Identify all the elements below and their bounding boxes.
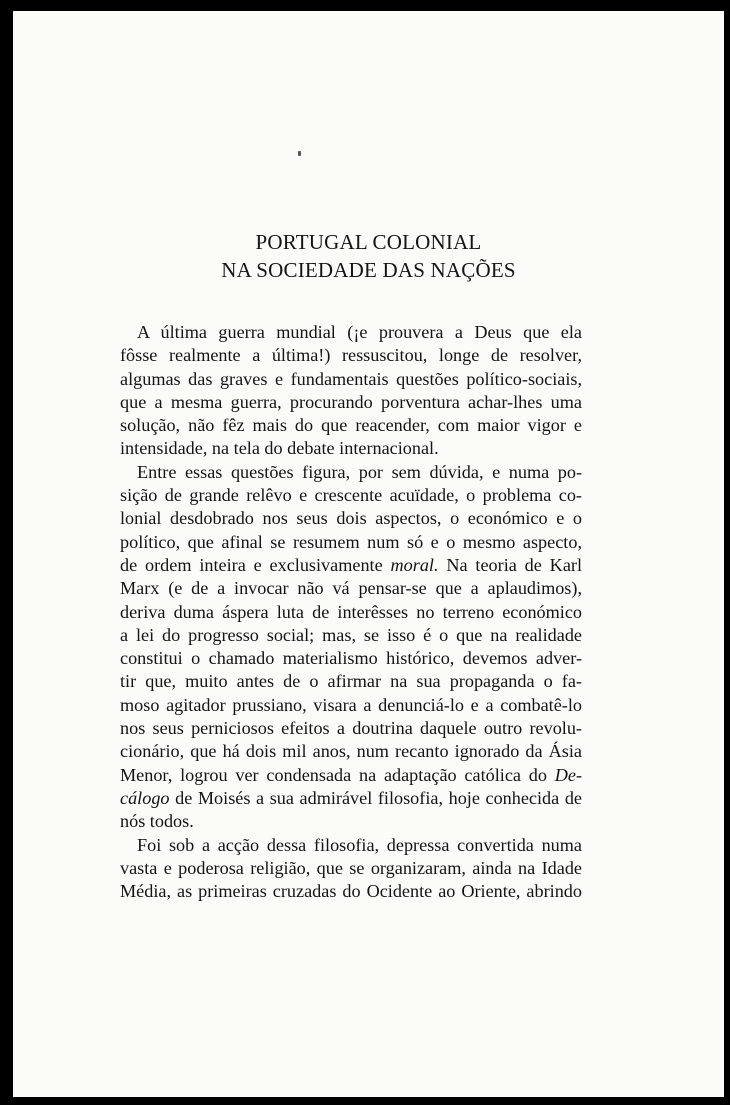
text-line: intensidade, na tela do debate internacional. bbox=[120, 438, 439, 459]
text-line: Entre essas questões figura, por sem dúvida, e numa po- bbox=[137, 461, 582, 482]
text-line: Média, as primeiras cruzadas do Ocidente ao Oriente, abrindo bbox=[120, 881, 582, 902]
text-line: nos seus perniciosos efeitos a doutrina daquele outro revolu- bbox=[120, 718, 582, 739]
text-line: cálogo de Moisés a sua admirável filosofia, hoje conhecida de bbox=[120, 787, 582, 808]
text-line: de ordem inteira e exclusivamente moral. Na teoria de Karl bbox=[120, 554, 582, 575]
text-line: algumas das graves e fundamentais questões político-sociais, bbox=[120, 368, 582, 389]
text-line: vasta e poderosa religião, que se organizaram, ainda na Idade bbox=[120, 857, 582, 878]
text-line: A última guerra mundial (¡e prouvera a Deus que ela bbox=[137, 322, 582, 342]
chapter-title-line-1: PORTUGAL COLONIAL bbox=[255, 230, 482, 254]
body-text bbox=[120, 321, 582, 903]
text-line: Foi sob a acção dessa filosofia, depressa convertida numa bbox=[137, 834, 582, 855]
text-line: a lei do progresso social; mas, se isso é o que na realidade bbox=[120, 624, 582, 645]
text-line: lonial desdobrado nos seus dois aspectos, o económico e o bbox=[120, 508, 582, 529]
text-line: solução, não fêz mais do que reacender, com maior vigor e bbox=[120, 415, 582, 436]
text-line: moso agitador prussiano, visara a denunciá-lo e a combatê-lo bbox=[120, 694, 582, 715]
text-line: político, que afinal se resumem num só e o mesmo aspecto, bbox=[120, 531, 582, 552]
ink-speck bbox=[298, 151, 301, 156]
text-line: que a mesma guerra, procurando porventura achar-lhes uma bbox=[120, 391, 582, 412]
text-line: fôsse realmente a última!) ressuscitou, longe de resolver, bbox=[120, 345, 582, 366]
text-line: Marx (e de a invocar não vá pensar-se que a aplaudimos), bbox=[120, 578, 582, 599]
chapter-title-line-2: NA SOCIEDADE DAS NAÇÕES bbox=[221, 258, 516, 282]
book-page bbox=[13, 11, 724, 1097]
text-line: constitui o chamado materialismo histórico, devemos adver- bbox=[120, 648, 582, 669]
text-line: Menor, logrou ver condensada na adaptação católica do De- bbox=[120, 764, 582, 785]
text-line: sição de grande relêvo e crescente acuïdade, o problema co- bbox=[120, 485, 582, 506]
text-line: nós todos. bbox=[120, 811, 194, 832]
text-line: deriva duma áspera luta de interêsses no terreno económico bbox=[120, 601, 582, 622]
text-line: tir que, muito antes de o afirmar na sua propaganda o fa- bbox=[120, 671, 582, 692]
text-line: cionário, que há dois mil anos, num recanto ignorado da Ásia bbox=[120, 741, 582, 762]
